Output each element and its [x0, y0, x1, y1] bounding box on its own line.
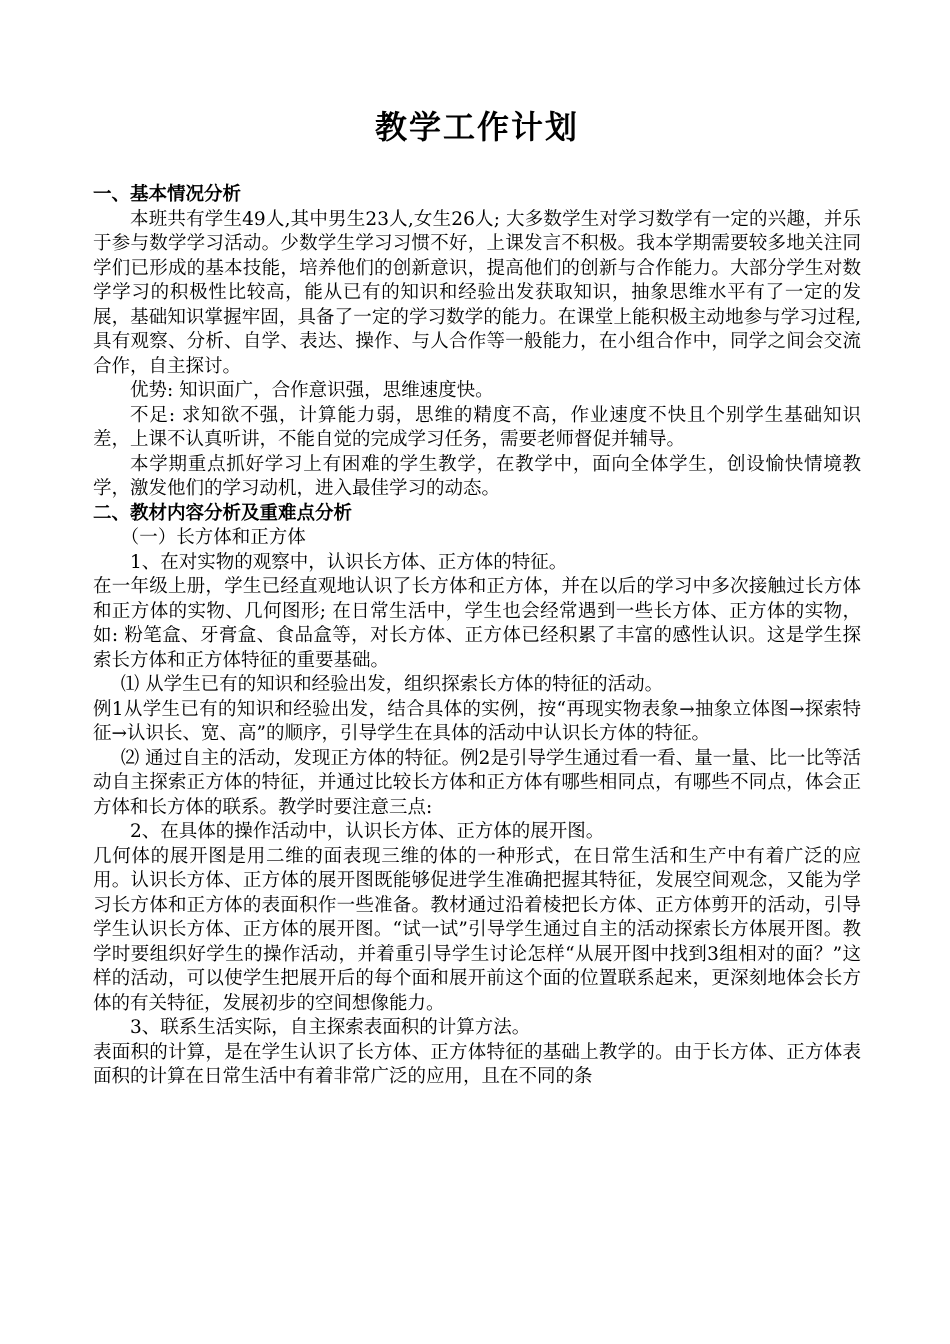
paragraph: 本班共有学生49人,其中男生23人,女生26人; 大多数学生对学习数学有一定的兴趣，并乐于参与数学学习活动。少数学生学习习惯不好，上课发言不积极。我本学期需要较多地关注同学们已形成的基本技能，培养他们的创新意识，提高他们的创新与合作能力。大部分学生对数学学习的积极性比较高，能从已有的知识和经验出发获取知识，抽象思维水平有了一定的发展，基础知识掌握牢固，具备了一定的学习数学的能力。在课堂上能积极主动地参与学习过程,具有观察、分析、自学、表达、操作、与人合作等一般能力，在小组合作中，同学之间会交流合作，自主探讨。: [93, 208, 861, 377]
section-heading-1: 一、基本情况分析: [93, 184, 242, 205]
paragraph: 优势: 知识面广，合作意识强，思维速度快。: [130, 380, 494, 401]
list-item: 1、在对实物的观察中，认识长方体、正方体的特征。: [130, 551, 568, 573]
paragraph: 本学期重点抓好学习上有困难的学生教学，在教学中，面向全体学生，创设愉快情境教学，激发他们的学习动机，进入最佳学习的动态。: [93, 453, 861, 499]
paragraph: 表面积的计算，是在学生认识了长方体、正方体特征的基础上教学的。由于长方体、正方体表面积的计算在日常生活中有着非常广泛的应用，且在不同的条: [93, 1041, 861, 1087]
paragraph: 不足: 求知欲不强，计算能力弱，思维的精度不高，作业速度不快且个别学生基础知识差，上课不认真听讲，不能自觉的完成学习任务，需要老师督促并辅导。: [93, 404, 861, 450]
subsection-heading: （一）长方体和正方体: [120, 527, 306, 548]
paragraph: 在一年级上册，学生已经直观地认识了长方体和正方体，并在以后的学习中多次接触过长方体和正方体的实物、几何图形; 在日常生活中，学生也会经常遇到一些长方体、正方体的实物，如: 粉笔盒、牙膏盒、食品盒等，对长方体、正方体已经积累了丰富的感性认识。这是学生探索长方体和正方体特征的重要基础。: [93, 576, 861, 671]
document-title: 教学工作计划: [374, 108, 579, 146]
document-body: [93, 183, 861, 1090]
section-heading-2: 二、教材内容分析及重难点分析: [93, 502, 353, 524]
paragraph: 例1从学生已有的知识和经验出发，结合具体的实例，按“再现实物表象→抽象立体图→探索特征→认识长、宽、高”的顺序，引导学生在具体的活动中认识长方体的特征。: [93, 698, 861, 744]
list-item: ⑴ 从学生已有的知识和经验出发，组织探索长方体的特征的活动。: [120, 674, 664, 695]
list-item: 3、联系生活实际，自主探索表面积的计算方法。: [130, 1017, 531, 1038]
paragraph: ⑵ 通过自主的活动，发现正方体的特征。例2是引导学生通过看一看、量一量、比一比等活动自主探索正方体的特征，并通过比较长方体和正方体有哪些相同点，有哪些不同点，体会正方体和长方体的联系。教学时要注意三点:: [93, 747, 861, 818]
paragraph: 几何体的展开图是用二维的面表现三维的体的一种形式，在日常生活和生产中有着广泛的应用。认识长方体、正方体的展开图既能够促进学生准确把握其特征，发展空间观念，又能为学习长方体和正方体的表面积作一些准备。教材通过沿着棱把长方体、正方体剪开的活动，引导学生认识长方体、正方体的展开图。“试一试”引导学生通过自主的活动探索长方体展开图。教学时要组织好学生的操作活动，并着重引导学生讨论怎样“从展开图中找到3组相对的面？”这样的活动，可以使学生把展开后的每个面和展开前这个面的位置联系起来，更深刻地体会长方体的有关特征，发展初步的空间想像能力。: [93, 845, 861, 1014]
list-item: 2、在具体的操作活动中，认识长方体、正方体的展开图。: [130, 821, 605, 842]
